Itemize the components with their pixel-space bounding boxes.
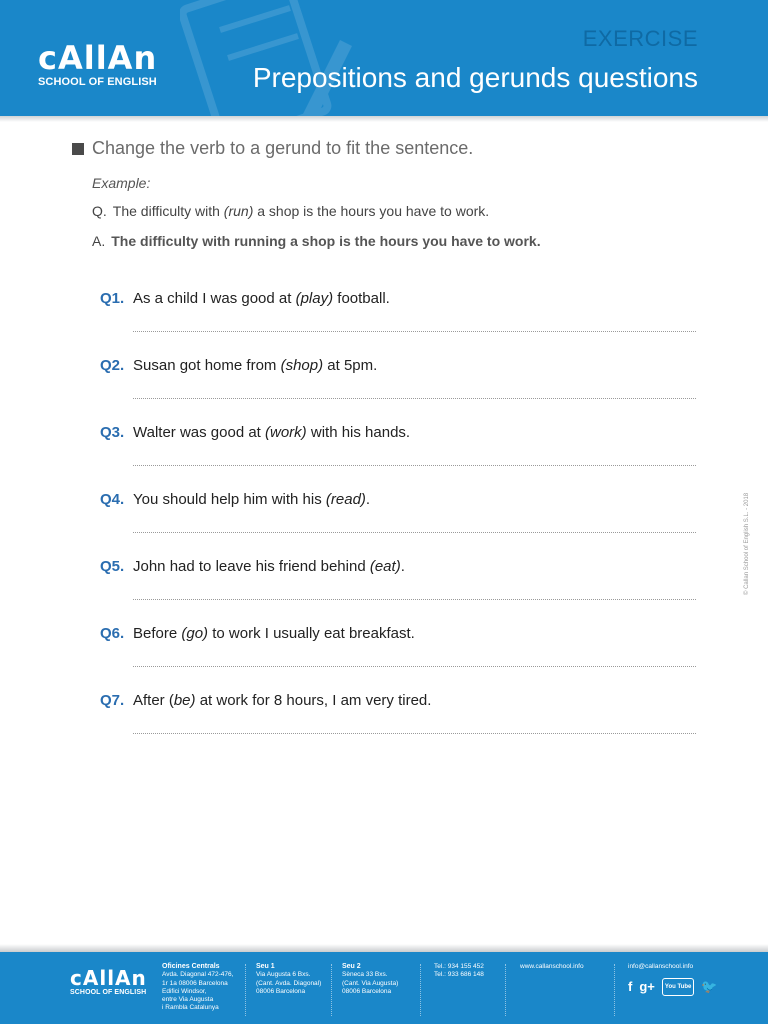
question-number: Q1.: [100, 290, 125, 307]
footer-logo[interactable]: [70, 968, 147, 996]
footer-website: [520, 963, 584, 971]
answer-line[interactable]: [133, 733, 696, 734]
question-text: [133, 692, 431, 709]
youtube-icon[interactable]: You Tube: [662, 978, 694, 996]
footer-line: 08006 Barcelona: [256, 987, 306, 995]
exercise-label: EXERCISE: [582, 26, 698, 51]
footer-address-seu2-head: Seu 2: [342, 963, 361, 970]
question-text-after: at work for 8 hours, I am very tired.: [195, 692, 432, 709]
footer-divider: [420, 964, 421, 1016]
question-text-after: to work I usually eat breakfast.: [208, 625, 415, 642]
question-number: Q5.: [100, 558, 125, 575]
question-text: [133, 424, 410, 441]
example-q-before: The difficulty with: [112, 203, 224, 219]
footer-line: 1r 1a 08006 Barcelona: [162, 979, 228, 987]
answer-line[interactable]: [133, 666, 696, 667]
question-text-after: .: [365, 491, 371, 508]
footer-address-seu1: [256, 963, 321, 996]
footer-line: Sèneca 33 Bxs.: [342, 971, 388, 979]
footer-logo-subtitle: SCHOOL OF ENGLISH: [70, 989, 147, 996]
footer-phones: [434, 963, 484, 980]
footer-divider: [614, 964, 615, 1016]
question-text-after: .: [400, 558, 405, 575]
example-answer: [92, 233, 541, 249]
footer-shadow: [0, 944, 768, 952]
answer-line[interactable]: [133, 398, 696, 399]
question-text-after: with his hands.: [306, 424, 411, 441]
footer-line: Edifici Windsor,: [162, 987, 207, 995]
notepad-pencil-watermark-icon: [180, 0, 360, 116]
logo-subtitle: SCHOOL OF ENGLISH: [38, 76, 157, 88]
footer-line: 08006 Barcelona: [342, 987, 392, 995]
example-q-lead: Q.: [92, 203, 107, 219]
question-text: [133, 625, 415, 642]
page-title: Prepositions and gerunds questions: [252, 62, 698, 93]
footer-line: (Cant. Avda. Diagonal): [256, 979, 322, 987]
footer-logo-wordmark: cAllAn: [70, 966, 147, 990]
square-bullet-icon: [72, 143, 84, 155]
footer-line: (Cant. Via Augusta): [342, 979, 399, 987]
footer: [0, 952, 768, 1024]
website-link[interactable]: www.callanschool.info: [520, 963, 584, 970]
question-text: [133, 558, 405, 575]
callan-logo[interactable]: [38, 39, 158, 88]
answer-line[interactable]: [133, 532, 696, 533]
question-number: Q2.: [100, 357, 125, 374]
question-text-before: Before: [133, 625, 182, 642]
footer-address-main: [162, 963, 233, 1013]
answer-line[interactable]: [133, 599, 696, 600]
footer-phone[interactable]: Tel.: 934 155 452: [434, 963, 484, 970]
logo-wordmark: cAllAn: [38, 39, 158, 77]
answer-line[interactable]: [133, 331, 696, 332]
question-verb: (play): [295, 290, 334, 307]
question-text-before: As a child I was good at: [133, 290, 296, 307]
question-text-before: You should help him with his: [133, 491, 326, 508]
answer-line[interactable]: [133, 465, 696, 466]
example-a-lead: A.: [92, 233, 106, 249]
example-q-verb: (run): [223, 203, 254, 219]
question-verb: (eat): [369, 558, 401, 575]
question-verb: be): [173, 692, 196, 709]
footer-address-seu2: [342, 963, 398, 996]
question-verb: (work): [265, 424, 307, 441]
question-text-after: at 5pm.: [323, 357, 378, 374]
footer-divider: [245, 964, 246, 1016]
question-text: [133, 491, 370, 508]
instruction: [72, 138, 473, 159]
email-link[interactable]: info@callanschool.info: [628, 963, 694, 970]
question-text-before: After (: [133, 692, 174, 709]
question-text-before: John had to leave his friend behind: [133, 558, 370, 575]
question-number: Q6.: [100, 625, 125, 642]
question-text: [133, 290, 390, 307]
instruction-text: Change the verb to a gerund to fit the sentence.: [92, 138, 474, 158]
question-text-before: Susan got home from: [133, 357, 281, 374]
question-number: Q4.: [100, 491, 125, 508]
question-text: [133, 357, 377, 374]
footer-line: Via Augusta 6 Bxs.: [256, 971, 311, 979]
example-label: Example:: [92, 175, 151, 191]
question-verb: (read): [325, 491, 366, 508]
facebook-icon[interactable]: f: [628, 979, 633, 994]
question-verb: (go): [181, 625, 209, 642]
question-text-after: football.: [333, 290, 390, 307]
example-a-text: The difficulty with running a shop is the hours you have to work.: [111, 233, 541, 249]
question-number: Q7.: [100, 692, 125, 709]
question-number: Q3.: [100, 424, 125, 441]
example-q-after: a shop is the hours you have to work.: [253, 203, 490, 219]
footer-phone[interactable]: Tel.: 933 686 148: [434, 971, 484, 979]
header-banner: [0, 0, 768, 116]
question-verb: (shop): [280, 357, 324, 374]
footer-email: [628, 963, 693, 971]
example-question: [92, 203, 489, 219]
footer-address-seu1-head: Seu 1: [256, 963, 275, 970]
footer-line: entre Via Augusta: [162, 996, 214, 1004]
social-links: [628, 978, 718, 996]
twitter-icon[interactable]: 🐦: [701, 979, 718, 994]
question-text-before: Walter was good at: [133, 424, 266, 441]
footer-divider: [331, 964, 332, 1016]
footer-line: i Rambla Catalunya: [162, 1004, 219, 1012]
footer-address-main-head: Oficines Centrals: [162, 963, 220, 970]
footer-divider: [505, 964, 506, 1016]
google-plus-icon[interactable]: g+: [639, 979, 655, 994]
side-copyright: © Callan School of English S.L. - 2018: [744, 492, 750, 595]
footer-line: Avda. Diagonal 472-476,: [162, 971, 234, 979]
header-shadow: [0, 116, 768, 122]
